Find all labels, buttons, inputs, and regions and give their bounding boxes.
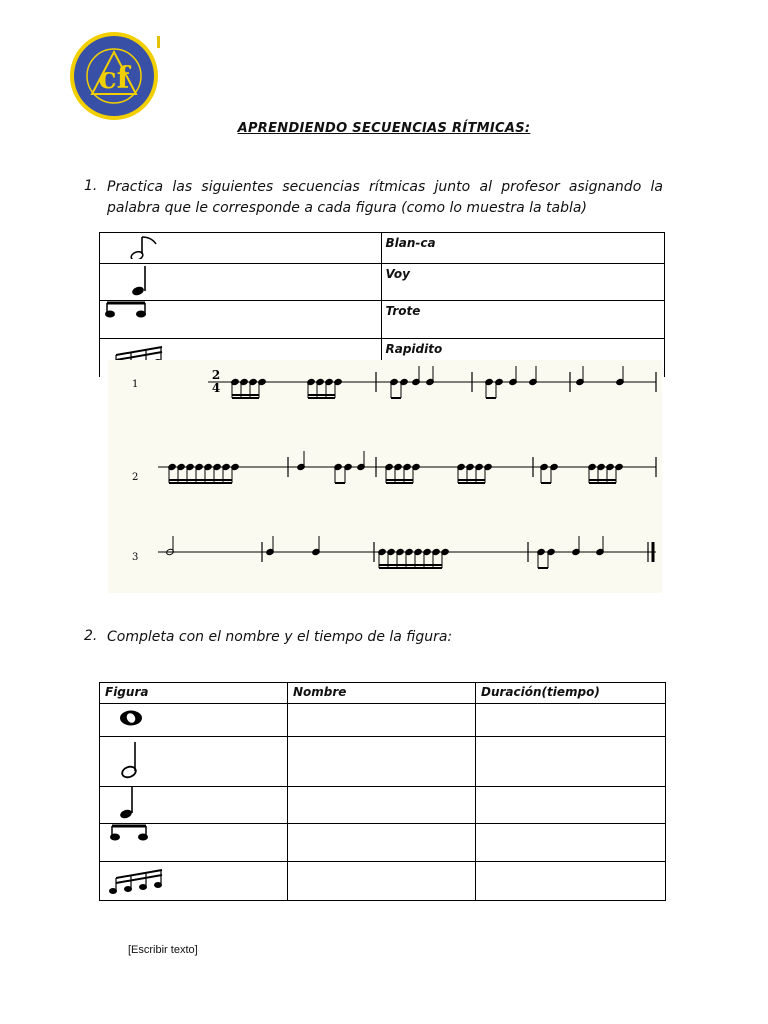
nombre-input-cell[interactable] — [288, 704, 476, 737]
system-number-1: 1 — [132, 379, 139, 390]
word-cell: Trote — [381, 301, 665, 339]
table-row — [100, 301, 665, 339]
table-row — [100, 737, 666, 787]
figure-cell — [100, 824, 288, 862]
time-signature-bottom: 4 — [211, 381, 221, 395]
logo-initials: cf — [98, 61, 130, 96]
eighth-notes-icon — [100, 824, 160, 857]
logo-accent-mark — [157, 36, 160, 48]
duracion-input-cell[interactable] — [476, 737, 666, 787]
eighth-notes-icon — [100, 301, 160, 334]
question-2-number: 2. — [84, 628, 98, 644]
time-signature-top: 2 — [211, 368, 221, 382]
question-1-number: 1. — [84, 178, 98, 194]
figure-cell — [100, 264, 382, 301]
page-title: APRENDIENDO SECUENCIAS RÍTMICAS: — [237, 121, 531, 136]
sixteenth-notes-icon — [100, 862, 170, 896]
figure-cell — [100, 737, 288, 787]
duracion-input-cell[interactable] — [476, 704, 666, 737]
table-row — [100, 862, 666, 901]
duracion-input-cell[interactable] — [476, 787, 666, 824]
figure-cell — [100, 787, 288, 824]
figure-cell — [100, 233, 382, 264]
quarter-note-icon — [100, 787, 160, 819]
question-1-text: Practica las siguientes secuencias rítmicas junto al profesor asignando la palabra que le corresponde a cada figura (como lo muestra la tabla) — [107, 179, 663, 216]
table-header-row — [100, 683, 666, 704]
question-2-text: Completa con el nombre y el tiempo de la figura: — [107, 629, 453, 645]
nombre-input-cell[interactable] — [288, 737, 476, 787]
rhythm-exercise — [108, 360, 662, 593]
table-row — [100, 704, 666, 737]
nombre-input-cell[interactable] — [288, 862, 476, 901]
table-row — [100, 233, 665, 264]
word-cell: Voy — [381, 264, 665, 301]
system-number-2: 2 — [132, 472, 139, 483]
nombre-input-cell[interactable] — [288, 824, 476, 862]
whole-note-icon — [100, 704, 160, 732]
nombre-input-cell[interactable] — [288, 787, 476, 824]
figure-cell — [100, 704, 288, 737]
duracion-input-cell[interactable] — [476, 862, 666, 901]
header-duracion: Duración(tiempo) — [476, 683, 666, 704]
word-cell: Rapidito — [381, 339, 665, 378]
word-cell: Blan-ca — [381, 233, 665, 264]
duracion-input-cell[interactable] — [476, 824, 666, 862]
system-number-3: 3 — [132, 552, 139, 563]
half-note-icon — [100, 737, 160, 782]
header-nombre: Nombre — [288, 683, 476, 704]
figure-word-table — [99, 232, 665, 358]
half-note-icon — [100, 233, 160, 259]
figure-cell — [100, 301, 382, 339]
figure-completion-table — [99, 682, 665, 901]
school-logo — [68, 30, 168, 130]
table-row — [100, 787, 666, 824]
quarter-note-icon — [100, 264, 160, 296]
footer-placeholder[interactable]: [Escribir texto] — [128, 944, 198, 956]
figure-cell — [100, 862, 288, 901]
header-figura: Figura — [100, 683, 288, 704]
table-row — [100, 264, 665, 301]
table-row — [100, 824, 666, 862]
